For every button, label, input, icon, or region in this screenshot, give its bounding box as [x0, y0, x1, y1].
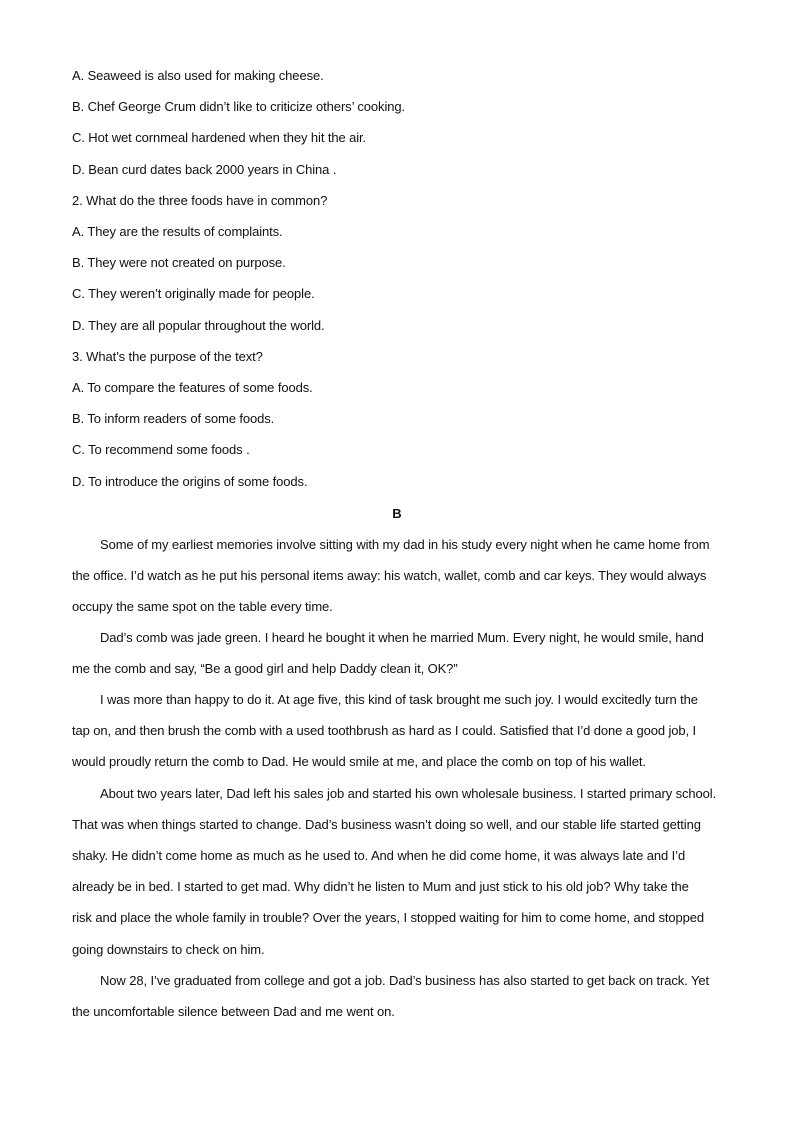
paragraph-2-line-2: me the comb and say, “Be a good girl and help Daddy clean it, OK?”	[72, 661, 458, 676]
paragraph-4-line-6: going downstairs to check on him.	[72, 942, 265, 957]
q2-option-c: C. They weren’t originally made for people.	[72, 286, 315, 301]
paragraph-4-line-4: already be in bed. I started to get mad. Why didn’t he listen to Mum and just stick to his old job? Why take the	[72, 879, 689, 894]
q3-option-a: A. To compare the features of some foods.	[72, 380, 313, 395]
paragraph-1-line-1: Some of my earliest memories involve sitting with my dad in his study every night when he came home from	[100, 537, 710, 552]
section-heading: B	[392, 506, 402, 521]
paragraph-3-line-3: would proudly return the comb to Dad. He would smile at me, and place the comb on top of his wallet.	[72, 754, 646, 769]
paragraph-3-line-1: I was more than happy to do it. At age five, this kind of task brought me such joy. I would excitedly turn the	[100, 692, 698, 707]
q2-option-d: D. They are all popular throughout the world.	[72, 318, 325, 333]
q1-option-d: D. Bean curd dates back 2000 years in China .	[72, 162, 337, 177]
q1-option-c: C. Hot wet cornmeal hardened when they hit the air.	[72, 130, 367, 145]
q3-stem: 3. What’s the purpose of the text?	[72, 349, 263, 364]
q1-option-b: B. Chef George Crum didn’t like to criticize others’ cooking.	[72, 99, 406, 114]
paragraph-1-line-2: the office. I’d watch as he put his personal items away: his watch, wallet, comb and car keys. They would always	[72, 568, 707, 583]
q1-option-a: A. Seaweed is also used for making cheese.	[72, 68, 324, 83]
paragraph-5-line-2: the uncomfortable silence between Dad and me went on.	[72, 1004, 395, 1019]
paragraph-4-line-1: About two years later, Dad left his sales job and started his own wholesale business. I started primary school.	[100, 786, 717, 801]
paragraph-1-line-3: occupy the same spot on the table every time.	[72, 599, 333, 614]
paragraph-4-line-2: That was when things started to change. Dad’s business wasn’t doing so well, and our stable life started getting	[72, 817, 701, 832]
paragraph-5-line-1: Now 28, I’ve graduated from college and got a job. Dad’s business has also started to get back on track. Yet	[100, 973, 710, 988]
paragraph-3-line-2: tap on, and then brush the comb with a used toothbrush as hard as I could. Satisfied that I’d done a good job, I	[72, 723, 697, 738]
q3-option-b: B. To inform readers of some foods.	[72, 411, 275, 426]
paragraph-4-line-5: risk and place the whole family in trouble? Over the years, I stopped waiting for him to come home, and stopped	[72, 910, 705, 925]
q2-option-a: A. They are the results of complaints.	[72, 224, 283, 239]
paragraph-4-line-3: shaky. He didn’t come home as much as he used to. And when he did come home, it was always late and I’d	[72, 848, 686, 863]
paragraph-2-line-1: Dad’s comb was jade green. I heard he bought it when he married Mum. Every night, he would smile, hand	[100, 630, 704, 645]
q2-option-b: B. They were not created on purpose.	[72, 255, 286, 270]
q3-option-d: D. To introduce the origins of some foods.	[72, 474, 308, 489]
q3-option-c: C. To recommend some foods .	[72, 442, 250, 457]
q2-stem: 2. What do the three foods have in common?	[72, 193, 328, 208]
